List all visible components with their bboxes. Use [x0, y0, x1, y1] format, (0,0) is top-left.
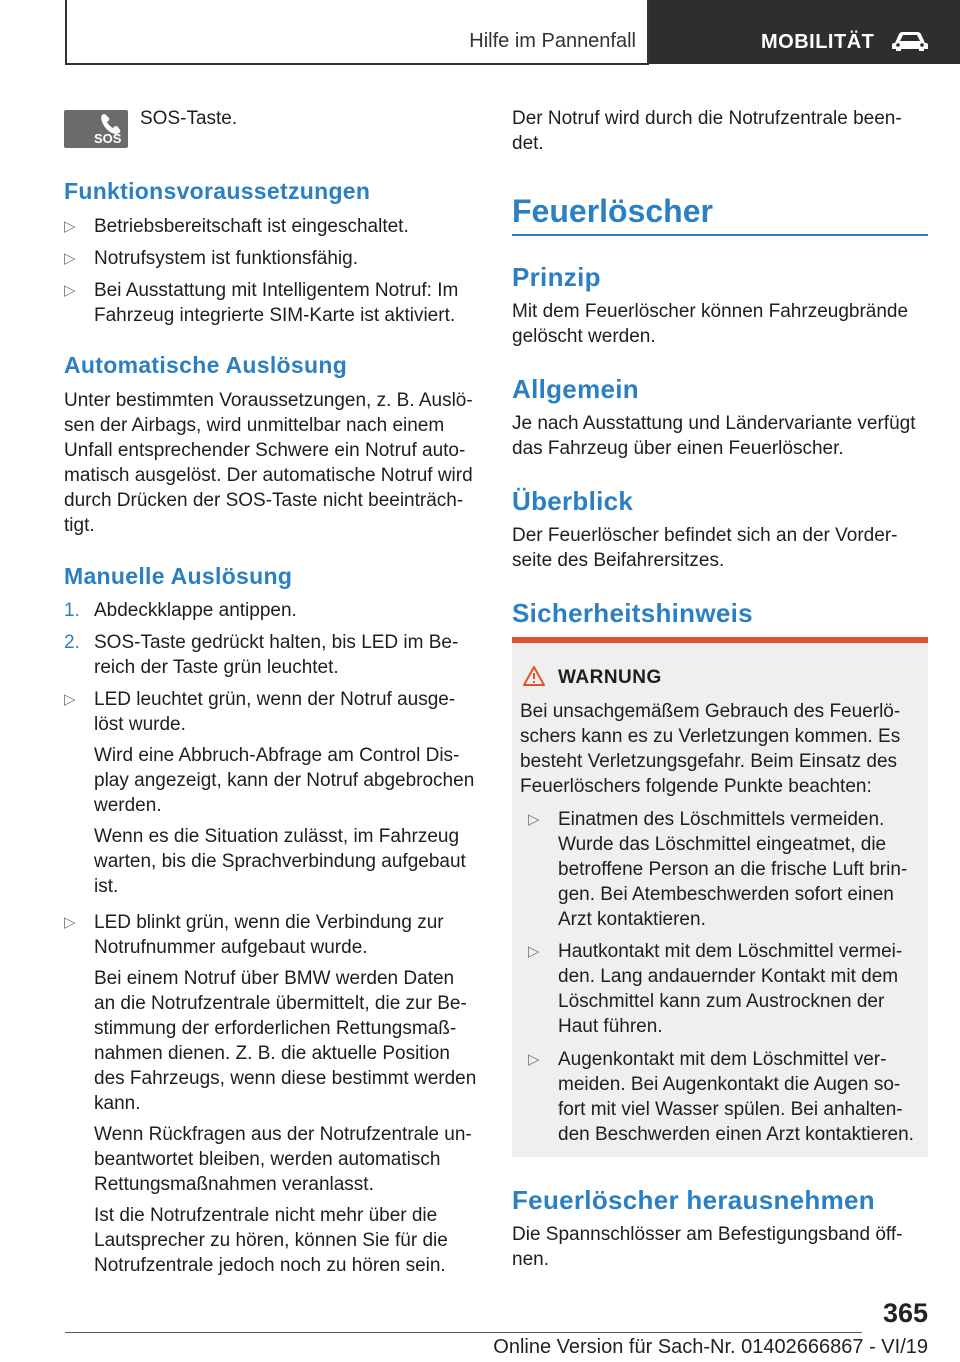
list-item-text: Betriebsbereitschaft ist eingeschaltet.	[94, 216, 409, 237]
chapter-tab	[649, 0, 960, 64]
step-number: 2.	[64, 632, 80, 653]
heading-allgemein: Allgemein	[512, 374, 639, 404]
header-left-border	[65, 0, 67, 64]
warning-text-line: schers kann es zu Verletzungen kommen. Es	[520, 726, 901, 747]
list-item-text: Rettungsmaßnahmen veranlasst.	[94, 1174, 374, 1195]
header-bottom-border	[65, 63, 649, 65]
heading-feuerloescher-herausnehmen: Feuerlöscher herausnehmen	[512, 1185, 875, 1215]
list-item-text: werden.	[94, 795, 162, 816]
heading-automatische-ausloesung: Automatische Auslösung	[64, 352, 348, 378]
list-item-text: Notrufzentrale jedoch noch zu hören sein.	[94, 1255, 446, 1276]
paragraph-line: nen.	[512, 1249, 549, 1270]
paragraph-line: sen der Airbags, wird unmittelbar nach einem	[64, 415, 445, 436]
paragraph-line: matisch ausgelöst. Der automatische Notruf wird	[64, 465, 473, 486]
warning-box	[512, 643, 928, 1157]
step-text: Abdeckklappe antippen.	[94, 600, 297, 621]
list-item-text: nahmen dienen. Z. B. die aktuelle Position	[94, 1043, 450, 1064]
list-item-text: löst wurde.	[94, 714, 186, 735]
bullet-triangle-icon: ▷	[528, 811, 540, 828]
bullet-triangle-icon: ▷	[64, 691, 76, 708]
list-item-text: gen. Bei Atembeschwerden sofort einen	[558, 884, 894, 905]
paragraph-line: Mit dem Feuerlöscher können Fahrzeugbrände	[512, 301, 909, 322]
step-number: 1.	[64, 600, 80, 621]
paragraph-line: Unfall entsprechender Schwere ein Notruf auto-	[64, 440, 466, 461]
paragraph-line: Je nach Ausstattung und Ländervariante verfügt	[512, 413, 916, 434]
list-item-text: Hautkontakt mit dem Löschmittel vermei-	[558, 941, 903, 962]
bullet-triangle-icon: ▷	[64, 282, 76, 299]
page-number: 365	[882, 1298, 928, 1328]
list-item-text: play angezeigt, kann der Notruf abgebrochen	[94, 770, 475, 791]
sos-label: SOS-Taste.	[140, 108, 238, 129]
svg-text:SOS: SOS	[94, 131, 122, 146]
warning-triangle-icon	[522, 665, 546, 692]
warning-text-line: Feuerlöschers folgende Punkte beachten:	[520, 776, 872, 797]
paragraph-line: Der Feuerlöscher befindet sich an der Vorder-	[512, 525, 898, 546]
bullet-triangle-icon: ▷	[528, 1051, 540, 1068]
paragraph-line: tigt.	[64, 515, 95, 536]
paragraph-line: Die Spannschlösser am Befestigungsband öff-	[512, 1224, 903, 1245]
list-item-text: an die Notrufzentrale übermittelt, die zur Be-	[94, 993, 467, 1014]
sos-button-icon	[64, 110, 128, 148]
heading-feuerloescher: Feuerlöscher	[512, 193, 713, 229]
list-item-text: LED leuchtet grün, wenn der Notruf ausge-	[94, 689, 456, 710]
chapter-tab-label: MOBILITÄT	[761, 31, 875, 53]
heading-rule	[512, 234, 928, 236]
list-item-text: kann.	[94, 1093, 141, 1114]
heading-funktionsvoraussetzungen: Funktionsvoraussetzungen	[64, 178, 371, 204]
warning-text-line: Bei unsachgemäßem Gebrauch des Feuerlö-	[520, 701, 901, 722]
list-item-text: Bei Ausstattung mit Intelligentem Notruf: Im	[94, 280, 459, 301]
list-item-text: betroffene Person an die frische Luft brin-	[558, 859, 908, 880]
heading-prinzip: Prinzip	[512, 262, 601, 292]
list-item-text: des Fahrzeugs, wenn diese bestimmt werden	[94, 1068, 477, 1089]
list-item-text: fort mit viel Wasser spülen. Bei anhalten-	[558, 1099, 903, 1120]
car-icon	[891, 29, 929, 58]
paragraph-line: durch Drücken der SOS-Taste nicht beeinträch-	[64, 490, 464, 511]
list-item-text: Lautsprecher zu hören, können Sie für die	[94, 1230, 448, 1251]
list-item-text: Augenkontakt mit dem Löschmittel ver-	[558, 1049, 887, 1070]
step-text: SOS-Taste gedrückt halten, bis LED im Be-	[94, 632, 459, 653]
step-text: reich der Taste grün leuchtet.	[94, 657, 339, 678]
section-title: Hilfe im Pannenfall	[469, 30, 636, 52]
list-item-text: warten, bis die Sprachverbindung aufgebaut	[94, 851, 466, 872]
paragraph-line: gelöscht werden.	[512, 326, 656, 347]
list-item-text: Notrufsystem ist funktionsfähig.	[94, 248, 358, 269]
paragraph-line: det.	[512, 133, 544, 154]
list-item-text: Wurde das Löschmittel eingeatmet, die	[558, 834, 887, 855]
footer-rule	[65, 1332, 862, 1333]
list-item-text: Bei einem Notruf über BMW werden Daten	[94, 968, 455, 989]
list-item-text: Wenn Rückfragen aus der Notrufzentrale un-	[94, 1124, 472, 1145]
heading-ueberblick: Überblick	[512, 486, 634, 516]
bullet-triangle-icon: ▷	[64, 914, 76, 931]
bullet-triangle-icon: ▷	[64, 218, 76, 235]
list-item-text: Wenn es die Situation zulässt, im Fahrzeug	[94, 826, 460, 847]
list-item-text: Wird eine Abbruch-Abfrage am Control Dis-	[94, 745, 460, 766]
heading-sicherheitshinweis: Sicherheitshinweis	[512, 598, 753, 628]
paragraph-line: seite des Beifahrersitzes.	[512, 550, 725, 571]
warning-text-line: besteht Verletzungsgefahr. Beim Einsatz des	[520, 751, 898, 772]
paragraph-line: das Fahrzeug über einen Feuerlöscher.	[512, 438, 844, 459]
list-item-text: Einatmen des Löschmittels vermeiden.	[558, 809, 885, 830]
bullet-triangle-icon: ▷	[528, 943, 540, 960]
list-item-text: Notrufnummer aufgebaut wurde.	[94, 937, 368, 958]
list-item-text: Ist die Notrufzentrale nicht mehr über die	[94, 1205, 438, 1226]
paragraph-line: Unter bestimmten Voraussetzungen, z. B. Auslö-	[64, 390, 473, 411]
list-item-text: beantwortet bleiben, werden automatisch	[94, 1149, 441, 1170]
list-item-text: ist.	[94, 876, 119, 897]
heading-manuelle-ausloesung: Manuelle Auslösung	[64, 563, 293, 589]
list-item-text: stimmung der erforderlichen Rettungsmaß-	[94, 1018, 457, 1039]
list-item-text: Haut führen.	[558, 1016, 663, 1037]
bullet-triangle-icon: ▷	[64, 250, 76, 267]
warning-title: WARNUNG	[558, 667, 662, 688]
list-item-text: Löschmittel kann zum Austrocknen der	[558, 991, 885, 1012]
list-item-text: Arzt kontaktieren.	[558, 909, 706, 930]
online-version-note: Online Version für Sach-Nr. 01402666867 - VI/19	[493, 1336, 928, 1358]
paragraph-line: Der Notruf wird durch die Notrufzentrale been-	[512, 108, 902, 129]
list-item-text: Fahrzeug integrierte SIM-Karte ist aktiviert.	[94, 305, 456, 326]
list-item-text: den. Lang andauernder Kontakt mit dem	[558, 966, 899, 987]
list-item-text: LED blinkt grün, wenn die Verbindung zur	[94, 912, 444, 933]
list-item-text: meiden. Bei Augenkontakt die Augen so-	[558, 1074, 901, 1095]
list-item-text: den Beschwerden einen Arzt kontaktieren.	[558, 1124, 914, 1145]
